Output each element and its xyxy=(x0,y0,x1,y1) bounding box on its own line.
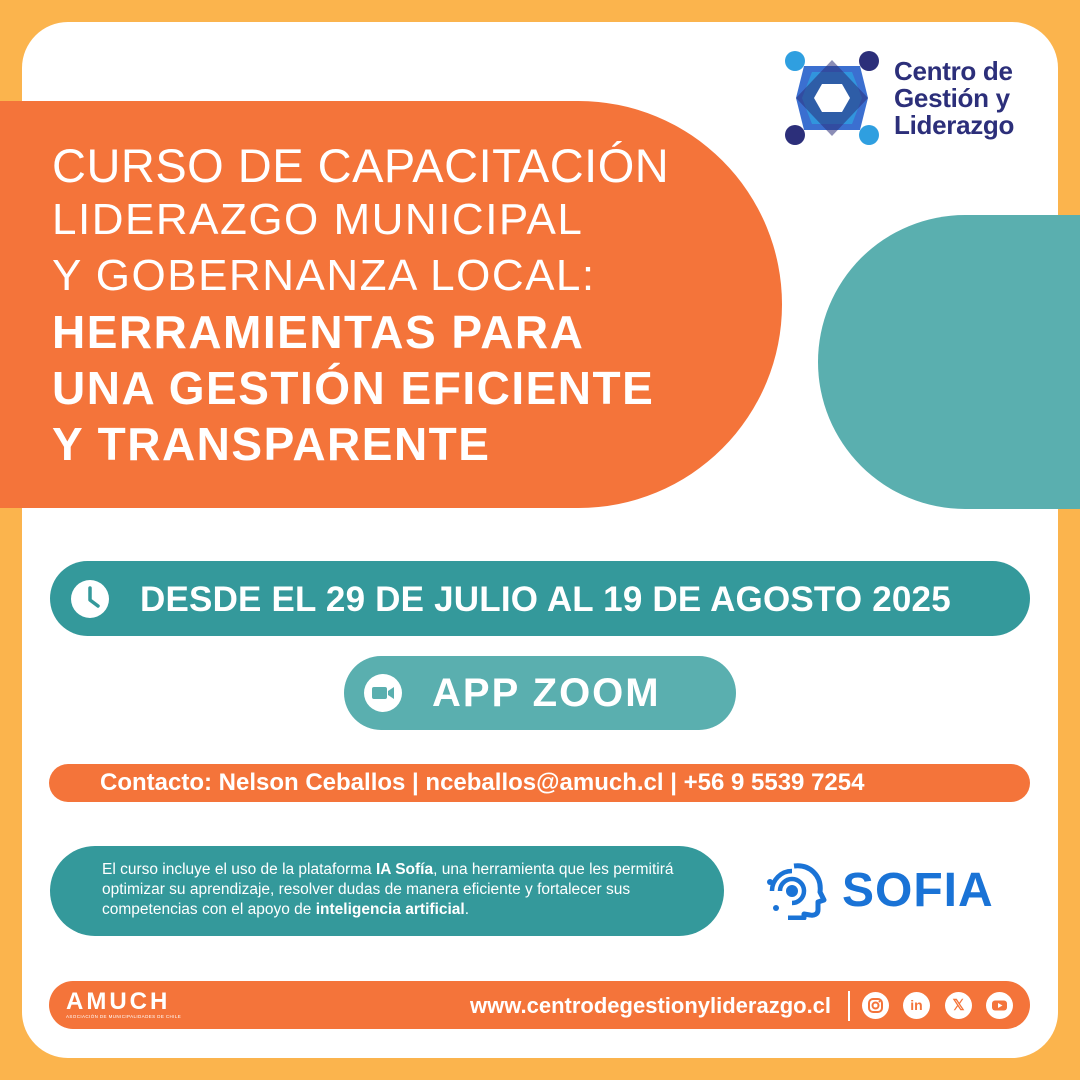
platform-label: APP ZOOM xyxy=(432,671,661,715)
logo-line-3: Liderazgo xyxy=(894,110,1015,140)
clock-icon xyxy=(70,579,110,619)
centro-gestion-logo-icon xyxy=(782,48,882,148)
linkedin-icon[interactable]: in xyxy=(903,992,930,1019)
logo-line-1: Centro de xyxy=(894,56,1013,86)
centro-gestion-logo-text xyxy=(894,58,1014,139)
contact-info: Contacto: Nelson Ceballos | nceballos@amuch.cl | +56 9 5539 7254 xyxy=(100,769,865,796)
footer-divider xyxy=(848,991,850,1021)
x-icon[interactable]: 𝕏 xyxy=(945,992,972,1019)
instagram-icon[interactable] xyxy=(862,992,889,1019)
amuch-logo xyxy=(66,990,181,1020)
info-text xyxy=(102,860,712,920)
ai-head-icon xyxy=(766,862,828,920)
logo-line-2: Gestión y xyxy=(894,83,1010,113)
title-line-2: Y GOBERNANZA LOCAL: xyxy=(52,251,596,300)
title-line-4: UNA GESTIÓN EFICIENTE xyxy=(52,362,655,414)
course-dates: DESDE EL 29 DE JULIO AL 19 DE AGOSTO 2025 xyxy=(140,580,951,619)
info-part-2: , una herramienta que les permitirá optimizar su aprendizaje, resolver dudas de manera eficiente y fortalecer sus competencias con el apoyo de xyxy=(102,861,674,918)
website-link[interactable]: www.centrodegestionyliderazgo.cl xyxy=(470,993,832,1018)
youtube-icon[interactable] xyxy=(986,992,1013,1019)
info-part-1: El curso incluye el uso de la plataforma xyxy=(102,861,376,878)
amuch-subtitle: ASOCIACIÓN DE MUNICIPALIDADES DE CHILE xyxy=(66,1014,182,1019)
title-line-1: LIDERAZGO MUNICIPAL xyxy=(52,195,584,244)
info-bold-1: IA Sofía xyxy=(375,861,434,878)
info-bold-2: inteligencia artificial xyxy=(315,901,465,918)
info-part-3: . xyxy=(464,901,470,918)
title-line-3: HERRAMIENTAS PARA xyxy=(52,306,585,358)
course-title xyxy=(52,140,772,472)
title-kicker: CURSO DE CAPACITACIÓN xyxy=(52,139,670,192)
centro-gestion-logo xyxy=(782,48,1052,148)
title-line-5: Y TRANSPARENTE xyxy=(52,418,491,470)
video-camera-icon xyxy=(363,673,403,713)
sofia-logo-text: SOFIA xyxy=(842,864,994,917)
amuch-name: AMUCH xyxy=(66,988,171,1015)
